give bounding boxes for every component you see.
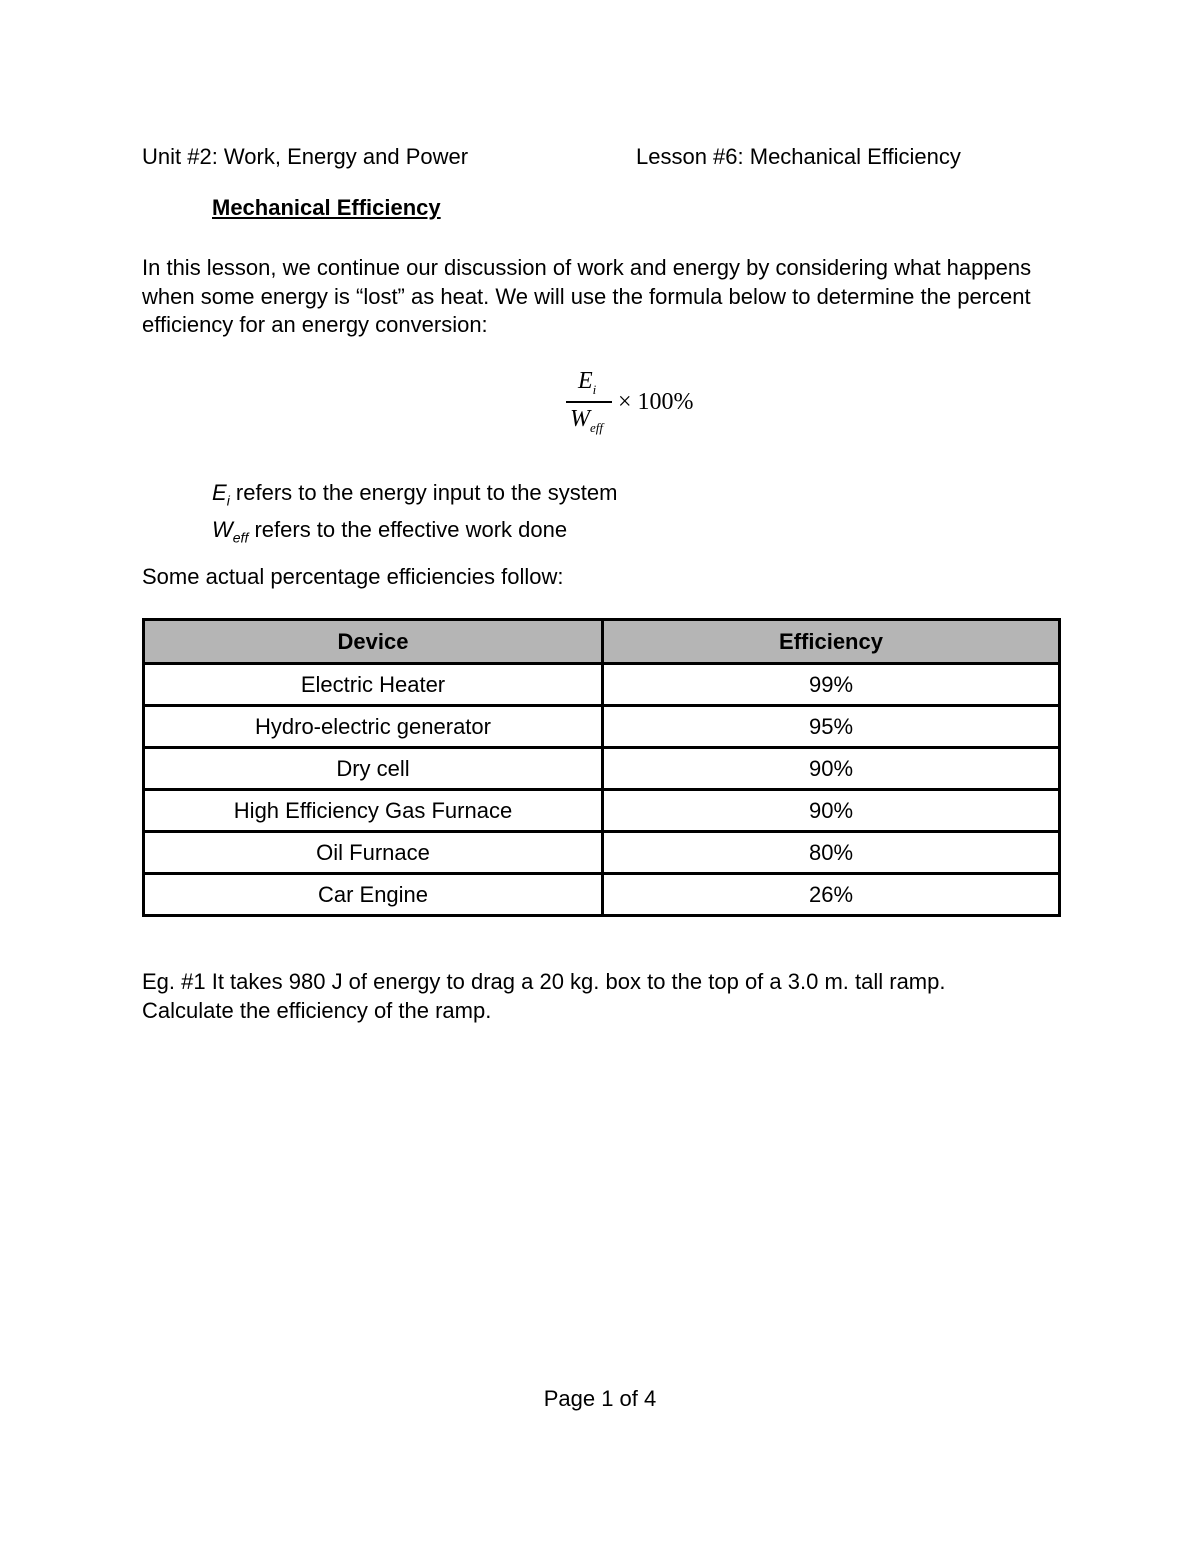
table-row	[144, 790, 1060, 832]
definition-effective-work: $W_{eff}$ refers to the effective work done	[212, 517, 568, 546]
table-row	[144, 748, 1060, 790]
efficiency-cell: 80%	[603, 832, 1060, 874]
device-cell: Electric Heater	[144, 664, 603, 706]
definition-energy-input: $E_i$ refers to the energy input to the system	[212, 480, 618, 509]
efficiency-cell: 90%	[603, 748, 1060, 790]
column-header-efficiency: Efficiency	[603, 620, 1060, 664]
table-row	[144, 874, 1060, 916]
efficiency-table	[142, 618, 1061, 917]
variable-definitions	[212, 478, 617, 553]
example-problem	[142, 968, 1072, 1025]
table-row	[144, 664, 1060, 706]
efficiency-cell: 95%	[603, 706, 1060, 748]
device-cell: Dry cell	[144, 748, 603, 790]
table-header-row	[144, 620, 1060, 664]
intro-paragraph	[142, 254, 1072, 340]
formula-denominator: $W_{eff}$	[570, 406, 603, 435]
formula-numerator: $E_i$	[578, 368, 597, 397]
table-intro: Some actual percentage efficiencies follow:	[142, 564, 564, 589]
efficiency-cell: 99%	[603, 664, 1060, 706]
device-cell: Hydro-electric generator	[144, 706, 603, 748]
table-row	[144, 832, 1060, 874]
section-title: Mechanical Efficiency	[212, 195, 441, 220]
device-cell: Car Engine	[144, 874, 603, 916]
intro-line: when some energy is “lost” as heat. We will use the formula below to determine the percent	[142, 283, 1031, 309]
efficiency-cell: 90%	[603, 790, 1060, 832]
column-header-device: Device	[144, 620, 603, 664]
page-number: Page 1 of 4	[543, 1386, 657, 1411]
example-line: Eg. #1 It takes 980 J of energy to drag a 20 kg. box to the top of a 3.0 m. tall ramp.	[142, 969, 946, 994]
lesson-heading: Lesson #6: Mechanical Efficiency	[636, 144, 961, 169]
efficiency-cell: 26%	[603, 874, 1060, 916]
device-cell: Oil Furnace	[144, 832, 603, 874]
formula-multiplier: × 100%	[618, 389, 694, 415]
device-cell: High Efficiency Gas Furnace	[144, 790, 603, 832]
unit-heading: Unit #2: Work, Energy and Power	[142, 144, 469, 169]
example-line: Calculate the efficiency of the ramp.	[142, 997, 492, 1023]
table-row	[144, 706, 1060, 748]
intro-line: efficiency for an energy conversion:	[142, 312, 488, 337]
intro-line: In this lesson, we continue our discussion of work and energy by considering what happens	[142, 255, 1032, 280]
fraction-bar	[566, 401, 612, 403]
efficiency-formula	[566, 368, 766, 448]
